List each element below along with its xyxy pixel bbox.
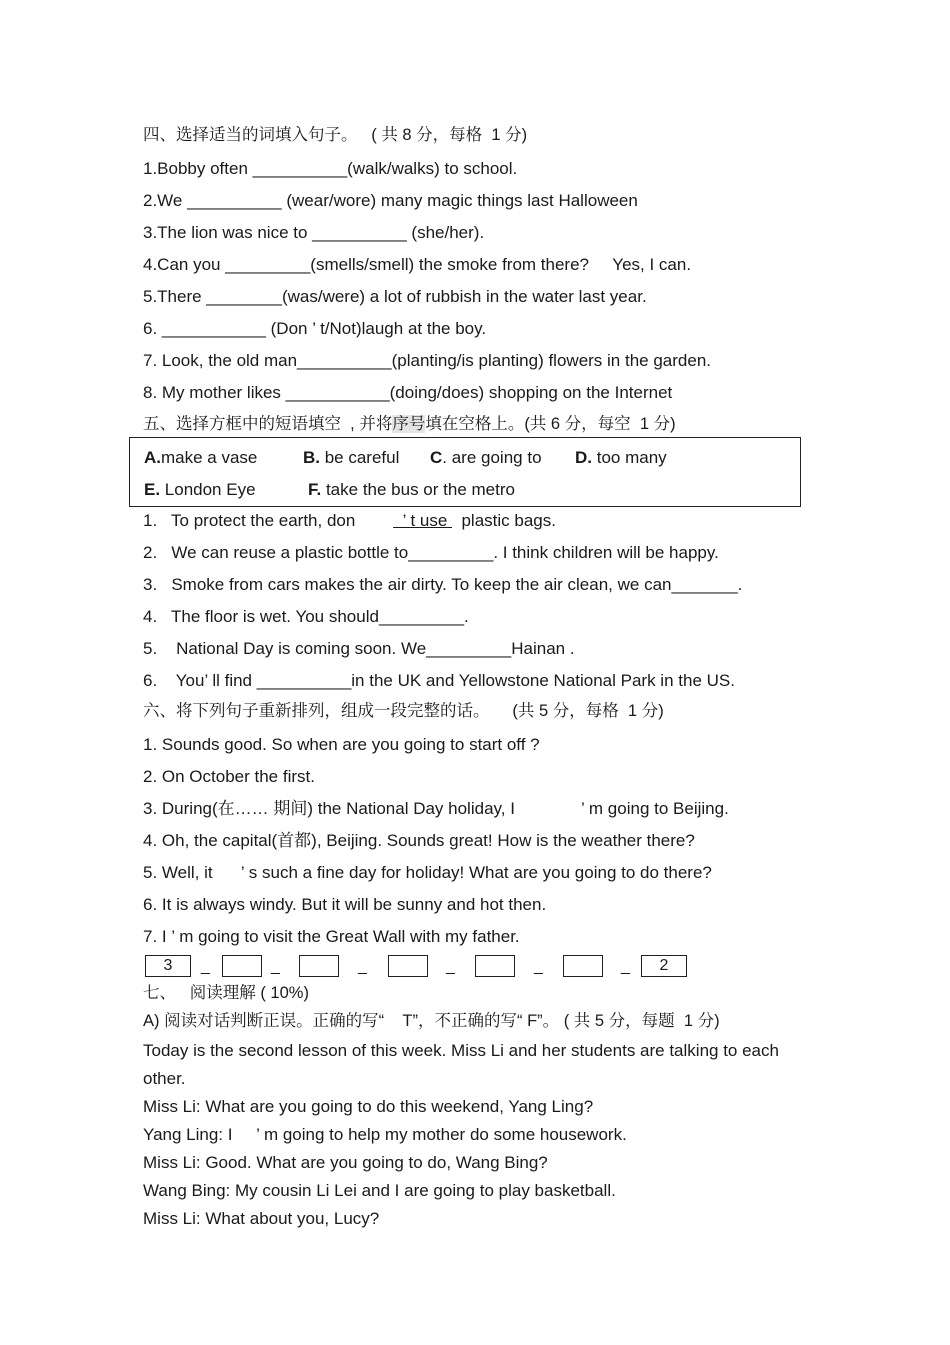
order-box-2[interactable] — [222, 955, 262, 977]
s6-item-5: 5. Well, it ’ s such a fine day for holiday! What are you going to do there? — [143, 863, 712, 882]
s5-item-4: 4. The floor is wet. You should_________. — [143, 607, 469, 626]
section-5-heading: 五、选择方框中的短语填空 , 并将序号填在空格上。(共 6 分，每空 1 分) — [143, 415, 676, 433]
order-box-1[interactable]: 3 — [145, 955, 191, 977]
order-box-5[interactable] — [475, 955, 515, 977]
s6-item-7: 7. I ’ m going to visit the Great Wall with my father. — [143, 927, 520, 946]
s4-item-6: 6. ___________ (Don ’ t/Not)laugh at the boy. — [143, 319, 487, 338]
highlighted-word: 序号 — [392, 415, 426, 433]
s4-item-3: 3.The lion was nice to __________ (she/her). — [143, 223, 485, 242]
passage-line: Wang Bing: My cousin Li Lei and I are going to play basketball. — [143, 1181, 616, 1200]
passage-line: Miss Li: What are you going to do this weekend, Yang Ling? — [143, 1097, 594, 1116]
section-4-heading: 四、选择适当的词填入句子。 ( 共 8 分，每格 1 分) — [143, 126, 528, 144]
s4-item-5: 5.There ________(was/were) a lot of rubbish in the water last year. — [143, 287, 647, 306]
order-box-7[interactable]: 2 — [641, 955, 687, 977]
section-7-heading: 七、 阅读理解 ( 10%) — [143, 984, 309, 1002]
s4-item-4: 4.Can you _________(smells/smell) the smoke from there? Yes, I can. — [143, 255, 692, 274]
passage-line: Miss Li: What about you, Lucy? — [143, 1209, 380, 1228]
passage-line: Yang Ling: I ’ m going to help my mother do some housework. — [143, 1125, 627, 1144]
section-7a-instruction: A) 阅读对话判断正误。正确的写“ T”，不正确的写“ F”。 ( 共 5 分，每题 1 分) — [143, 1012, 720, 1030]
option-a: A.make a vase — [144, 448, 258, 467]
order-separator: _ — [446, 958, 455, 975]
s6-item-6: 6. It is always windy. But it will be sunny and hot then. — [143, 895, 547, 914]
order-box-6[interactable] — [563, 955, 603, 977]
s5-item-1: 1. To protect the earth, don ’ t use plastic bags. — [143, 511, 556, 530]
order-separator: _ — [621, 958, 630, 975]
s4-item-7: 7. Look, the old man__________(planting/is planting) flowers in the garden. — [143, 351, 711, 370]
options-box — [129, 437, 801, 507]
s6-item-1: 1. Sounds good. So when are you going to start off ? — [143, 735, 540, 754]
order-box-4[interactable] — [388, 955, 428, 977]
option-c: C. are going to — [430, 448, 542, 467]
passage-line: other. — [143, 1069, 186, 1088]
s5-item-5: 5. National Day is coming soon. We_________Hainan . — [143, 639, 575, 658]
passage-line: Today is the second lesson of this week. Miss Li and her students are talking to each — [143, 1041, 779, 1060]
order-separator: _ — [201, 958, 210, 975]
order-separator: _ — [271, 958, 280, 975]
order-separator: _ — [534, 958, 543, 975]
s4-item-2: 2.We __________ (wear/wore) many magic things last Halloween — [143, 191, 638, 210]
s4-item-1: 1.Bobby often __________(walk/walks) to school. — [143, 159, 518, 178]
option-d: D. too many — [575, 448, 667, 467]
s5-item-2: 2. We can reuse a plastic bottle to_________. I think children will be happy. — [143, 543, 719, 562]
order-answer-row — [143, 955, 703, 979]
option-f: F. take the bus or the metro — [308, 480, 515, 499]
order-separator: _ — [358, 958, 367, 975]
order-box-3[interactable] — [299, 955, 339, 977]
option-e: E. London Eye — [144, 480, 256, 499]
section-6-heading: 六、将下列句子重新排列，组成一段完整的话。 (共 5 分，每格 1 分) — [143, 702, 664, 720]
passage-line: Miss Li: Good. What are you going to do, Wang Bing? — [143, 1153, 548, 1172]
s6-item-3: 3. During(在…… 期间) the National Day holiday, I ’ m going to Beijing. — [143, 799, 729, 818]
s6-item-2: 2. On October the first. — [143, 767, 315, 786]
s6-item-4: 4. Oh, the capital(首都), Beijing. Sounds great! How is the weather there? — [143, 831, 695, 850]
s5-item-3: 3. Smoke from cars makes the air dirty. To keep the air clean, we can_______. — [143, 575, 743, 594]
option-b: B. be careful — [303, 448, 400, 467]
s4-item-8: 8. My mother likes ___________(doing/does) shopping on the Internet — [143, 383, 673, 402]
s5-item-6: 6. You’ ll find __________in the UK and Yellowstone National Park in the US. — [143, 671, 735, 690]
